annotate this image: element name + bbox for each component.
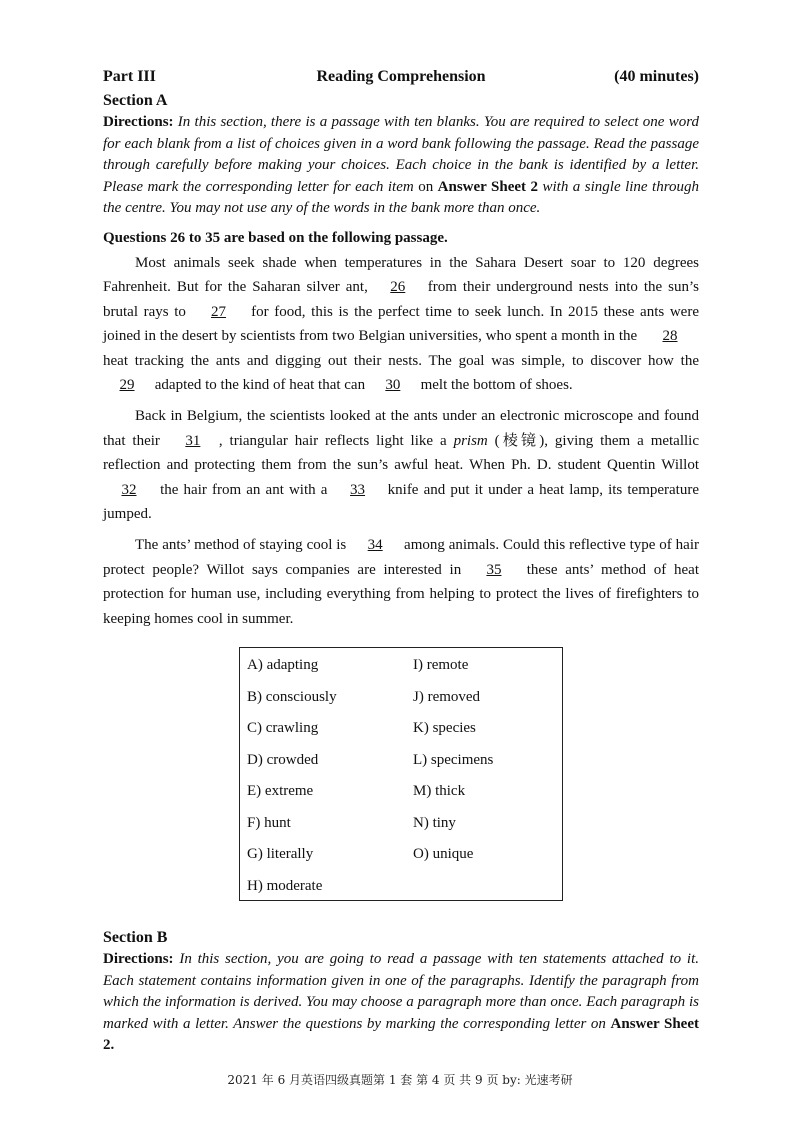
directions-text-1: In this section, there is a passage with ten blanks. You are required to select one word for each blank from a list of choices given in a word bank following the passage. Read the passage through carefully before making your choices. Each choice in the bank is identified by a letter. Please mark the corresponding letter for each item [103,114,699,195]
word-bank-item: F) hunt [247,814,291,831]
blank-30: 30 [385,377,401,394]
directions-text-2: with a single line through the centre. You may not use any of the words in the bank more than once. [103,178,700,216]
part-title: Reading Comprehension [316,68,486,85]
blank-33: 33 [350,481,366,498]
word-bank-item: A) adapting [247,657,319,674]
part-header [103,64,699,90]
blank-32: 32 [121,481,137,498]
word-bank-item: O) unique [413,846,474,863]
part-time: (40 minutes) [614,68,699,85]
directions-label: Directions: [103,951,174,968]
blank-29: 29 [119,377,135,394]
section-a-directions [103,112,699,220]
word-bank-item: L) specimens [413,751,494,768]
word-bank-item: G) literally [247,846,314,863]
word-bank-item: K) species [413,720,476,737]
answer-sheet-ref: Answer Sheet 2. [103,1015,699,1054]
section-a-heading: Section A [103,92,168,109]
word-bank-item: C) crawling [247,720,319,737]
directions-label: Directions: [103,114,174,130]
word-bank-left-column [247,654,337,906]
section-b-heading: Section B [103,929,168,947]
word-bank-item: D) crowded [247,751,319,768]
page-footer: 2021 年 6 月英语四级真题第 1 套 第 4 页 共 9 页 by: 光速考研 [227,1073,573,1087]
part-label: Part III [103,68,156,85]
section-b [103,927,699,1057]
questions-heading: Questions 26 to 35 are based on the following passage. [103,229,448,246]
exam-page [103,64,699,1057]
word-bank-item: H) moderate [247,877,323,894]
blank-35: 35 [486,561,502,578]
word-bank-item: E) extreme [247,783,314,800]
passage-paragraph-2: Back in Belgium, the scientists looked at the ants under an electronic microscope and found that their 31 , triangular hair reflects light like a prism (棱镜), giving them a metallic reflection and protecting them from the sun’s awful heat. When Ph. D. student Quentin Willot 32 the hair from an ant with a 33 knife and put it under a heat lamp, its temperature jumped. [103,408,699,523]
passage-paragraph-3: The ants’ method of staying cool is 34 among animals. Could this reflective type of hair protect people? Willot says companies are interested in 35 these ants’ method of heat protection for human use, including everything from helping to protect the lives of firefighters to keeping homes cool in summer. [103,533,699,631]
blank-34: 34 [367,537,383,554]
word-bank-item: M) thick [413,783,466,800]
word-bank-right-column [413,654,493,875]
blank-28: 28 [662,328,678,345]
blank-31: 31 [185,432,201,449]
word-bank-item: N) tiny [413,814,456,831]
word-bank-item: I) remote [413,657,469,674]
answer-sheet-ref: Answer Sheet 2 [437,178,539,195]
word-bank [239,647,563,901]
word-bank-item: B) consciously [247,688,337,705]
section-b-directions-text: In this section, you are going to read a passage with ten statements attached to it. Each statement contains information given in one of the paragraphs. Identify the paragraph from which the information is derived. You may choose a paragraph more than once. Each paragraph is marked with a letter. Answer the questions by marking the corresponding letter on [103,951,699,1032]
prism-term: prism [453,432,488,449]
section-b-directions [103,949,699,1057]
passage-paragraph-1: Most animals seek shade when temperatures in the Sahara Desert soar to 120 degrees Fahrenheit. But for the Saharan silver ant, 26 from their underground nests into the sun’s brutal rays to 27 for food, this is the perfect time to seek lunch. In 2015 these ants were joined in the desert by scientists from two Belgian universities, who spent a month in the 28 heat tracking the ants and digging out their nests. The goal was simple, to discover how the 29 adapted to the kind of heat that can 30 melt the bottom of shoes. [103,251,699,399]
directions-on: on [413,178,438,195]
word-bank-item: J) removed [413,688,481,705]
blank-26: 26 [390,279,406,296]
blank-27: 27 [211,303,227,320]
